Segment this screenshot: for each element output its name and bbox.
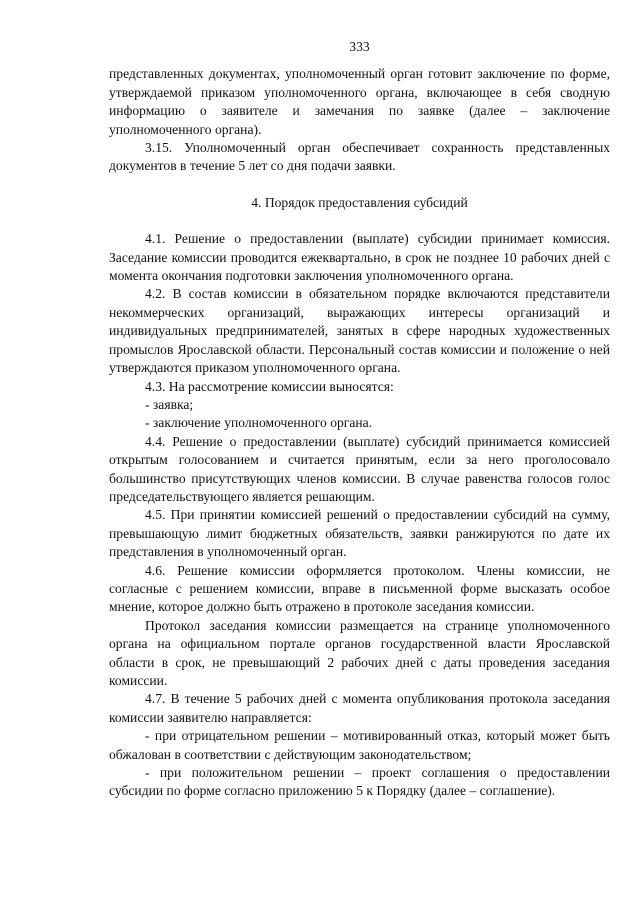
paragraph-4-4: 4.4. Решение о предоставлении (выплате) субсидий принимается комиссией открытым голосованием и считается принятым, если за него проголосовало большинство присутствующих членов комиссии. В случае равенства голосов голос председательствующего является решающим.: [109, 433, 610, 504]
list-item-positive-decision: - при положительном решении – проект соглашения о предоставлении субсидии по форме согласно приложению 5 к Порядку (далее – соглашение).: [109, 765, 610, 799]
paragraph-4-5: 4.5. При принятии комиссией решений о предоставлении субсидий на сумму, превышающую лимит бюджетных обязательств, заявки ранжируются по дате их представления в уполномоченный орган.: [109, 507, 610, 560]
paragraph-4-7: 4.7. В течение 5 рабочих дней с момента опубликования протокола заседания комиссии заявителю направляется:: [109, 691, 610, 725]
list-item-conclusion: - заключение уполномоченного органа.: [145, 415, 373, 431]
page-number: 333: [349, 39, 370, 54]
paragraph-continuation: представленных документах, уполномоченный орган готовит заключение по форме, утверждаемой приказом уполномоченного органа, включающее в себя сводную информацию о заявителе и замечания по заявке (далее – заключение уполномоченного органа).: [109, 66, 610, 137]
paragraph-3-15: 3.15. Уполномоченный орган обеспечивает сохранность представленных документов в течение 5 лет со дня подачи заявки.: [109, 140, 610, 174]
list-item-application: - заявка;: [145, 396, 194, 412]
paragraph-4-6: 4.6. Решение комиссии оформляется протоколом. Члены комиссии, не согласные с решением комиссии, вправе в письменной форме высказать особое мнение, которое должно быть отражено в протоколе заседания комиссии.: [109, 562, 610, 615]
paragraph-4-2: 4.2. В состав комиссии в обязательном порядке включаются представители некоммерческих организаций, выражающих интересы организаций и индивидуальных предпринимателей, занятых в сфере народных художественных промыслов Ярославской области. Персональный состав комиссии и положение о ней утверждаются приказом уполномоченного органа.: [109, 286, 610, 376]
section-heading: 4. Порядок предоставления субсидий: [251, 194, 468, 210]
paragraph-4-3: 4.3. На рассмотрение комиссии выносятся:: [145, 378, 394, 394]
paragraph-4-1: 4.1. Решение о предоставлении (выплате) субсидии принимает комиссия. Заседание комиссии проводится ежеквартально, в срок не позднее 10 рабочих дней с момента окончания подготовки заключения уполномоченного органа.: [109, 231, 610, 284]
paragraph-protocol: Протокол заседания комиссии размещается на странице уполномоченного органа на официальном портале органов государственной власти Ярославской области в срок, не превышающий 2 рабочих дней с даты проведения заседания комиссии.: [109, 617, 610, 688]
list-item-negative-decision: - при отрицательном решении – мотивированный отказ, который может быть обжалован в соответствии с действующим законодательством;: [109, 728, 610, 762]
